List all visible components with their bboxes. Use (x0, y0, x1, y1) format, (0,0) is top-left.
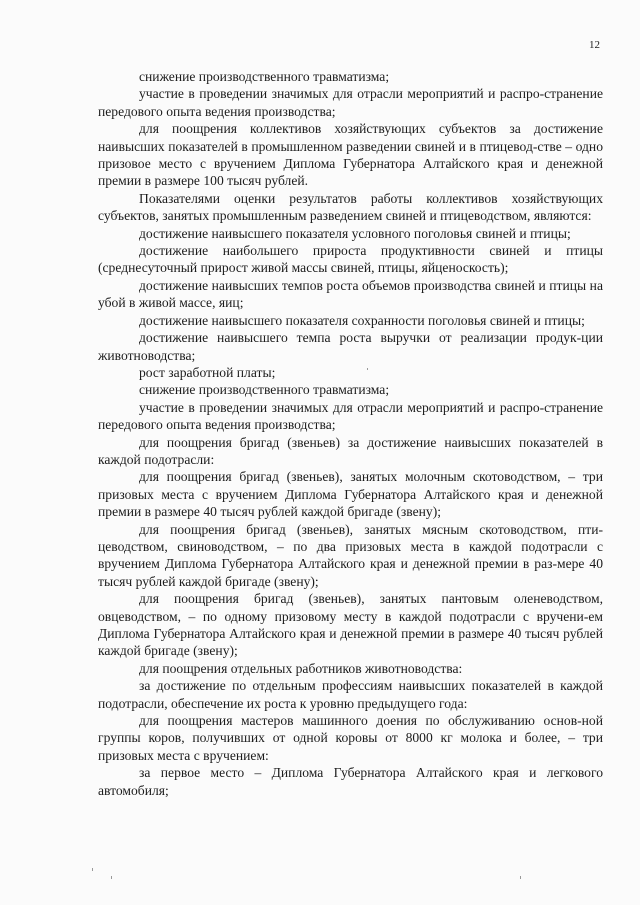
paragraph: участие в проведении значимых для отрасли мероприятий и распро-странение передового опыта ведения производства; (98, 86, 603, 119)
scan-speck (111, 876, 112, 879)
paragraph: за достижение по отдельным профессиям наивысших показателей в каждой подотрасли, обеспечение их роста к уровню предыдущего года: (98, 678, 603, 711)
paragraph: участие в проведении значимых для отрасли мероприятий и распро-странение передового опыта ведения производства; (98, 399, 603, 433)
paragraph: за первое место – Диплома Губернатора Алтайского края и легкового автомобиля; (98, 765, 603, 798)
paragraph: Показателями оценки результатов работы коллективов хозяйствующих субъектов, занятых промышленным разведением свиней и птицеводством, являются: (98, 190, 603, 224)
document-body (98, 68, 603, 799)
paragraph: снижение производственного травматизма; (139, 382, 390, 398)
paragraph: для поощрения бригад (звеньев), занятых мясным скотоводством, пти-цеводством, свиноводством, – по два призовых места в каждой подотрасли с вручением Диплома Губернатора Алтайского края и денежной премии в раз-мере 40 тысяч рублей каждой бригаде (звену); (98, 521, 603, 589)
scan-speck (520, 876, 521, 879)
paragraph: для поощрения бригад (звеньев) за достижение наивысших показателей в каждой подотрасли: (98, 434, 603, 467)
paragraph: для поощрения отдельных работников животноводства: (139, 660, 463, 676)
paragraph: для поощрения коллективов хозяйствующих субъектов за достижение наивысших показателей в промышленном разведении свиней и в птицевод-стве – одно призовое место с вручением Диплома Губернатора Алтайского края и денежной премии в размере 100 тысяч рублей. (98, 121, 603, 189)
paragraph: достижение наивысшего темпа роста выручки от реализации продук-ции животноводства; (98, 330, 603, 363)
paragraph: для поощрения бригад (звеньев), занятых пантовым оленеводством, овцеводством, – по одному призовому месту в каждой подотрасли с вручени-ем Диплома Губернатора Алтайского края и денежной премии в размере 40 тысяч рублей каждой бригаде (звену); (98, 591, 603, 659)
paragraph: достижение наивысшего показателя сохранности поголовья свиней и птицы; (139, 312, 585, 328)
paragraph: достижение наибольшего прироста продуктивности свиней и птицы (среднесуточный прирост живой массы свиней, птицы, яйценоскость); (98, 243, 603, 276)
scan-speck (92, 868, 93, 871)
paragraph: достижение наивысших темпов роста объемов производства свиней и птицы на убой в живой массе, яиц; (98, 277, 603, 311)
scan-speck (367, 368, 368, 370)
paragraph: для поощрения мастеров машинного доения по обслуживанию основ-ной группы коров, получивших от одной коровы от 8000 кг молока и более, – три призовых места с вручением: (98, 713, 603, 763)
page-number: 12 (589, 39, 600, 51)
paragraph: для поощрения бригад (звеньев), занятых молочным скотоводством, – три призовых места с вручением Диплома Губернатора Алтайского края и денежной премии в размере 40 тысяч рублей каждой бригаде (звену); (98, 469, 603, 520)
paragraph: рост заработной платы; (139, 364, 276, 380)
paragraph: снижение производственного травматизма; (139, 69, 390, 84)
paragraph: достижение наивысшего показателя условного поголовья свиней и птицы; (139, 225, 571, 241)
